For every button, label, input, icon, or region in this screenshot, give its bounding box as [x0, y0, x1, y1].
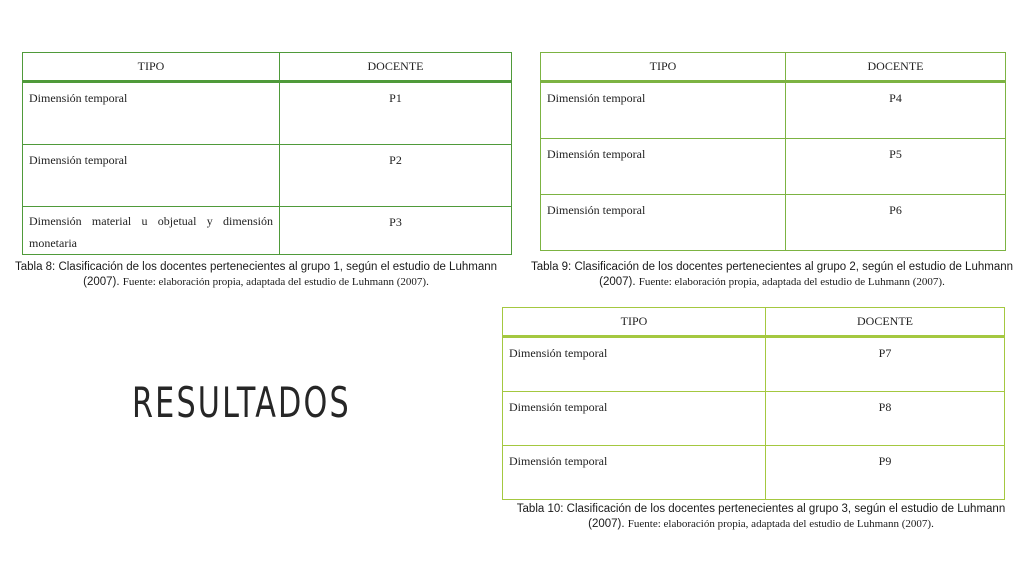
table-caption	[500, 502, 1022, 532]
cell-tipo: Dimensión temporal	[503, 337, 766, 392]
cell-docente: P2	[280, 145, 512, 207]
table-header-row	[541, 53, 1006, 82]
table-row	[23, 82, 512, 145]
table-grupo-3	[502, 307, 1005, 500]
caption-text: Tabla 10: Clasificación de los docentes pertenecientes al grupo 3, según el estudio de Luhmann (2007).	[516, 503, 1006, 530]
cell-docente: P3	[280, 207, 512, 255]
header-docente: DOCENTE	[280, 53, 512, 82]
header-docente: DOCENTE	[786, 53, 1006, 82]
cell-docente: P9	[766, 446, 1005, 500]
cell-docente: P5	[786, 139, 1006, 195]
cell-docente: P4	[786, 82, 1006, 139]
section-heading: RESULTADOS	[132, 378, 351, 427]
table-row	[541, 195, 1006, 251]
table-header-row	[503, 308, 1005, 337]
table-row	[503, 392, 1005, 446]
table-grupo-1	[22, 52, 512, 255]
header-tipo: TIPO	[541, 53, 786, 82]
caption-text: Tabla 9: Clasificación de los docentes pertenecientes al grupo 2, según el estudio de Luhmann (2007).	[530, 261, 1014, 288]
cell-tipo: Dimensión temporal	[541, 195, 786, 251]
caption-source: Fuente: elaboración propia, adaptada del estudio de Luhmann (2007).	[638, 276, 945, 288]
table-row	[503, 337, 1005, 392]
header-docente: DOCENTE	[766, 308, 1005, 337]
cell-tipo: Dimensión temporal	[23, 82, 280, 145]
cell-tipo: Dimensión temporal	[541, 139, 786, 195]
table-row	[23, 207, 512, 255]
cell-docente: P6	[786, 195, 1006, 251]
caption-text: Tabla 8: Clasificación de los docentes pertenecientes al grupo 1, según el estudio de Luhmann (2007).	[14, 261, 498, 288]
table-header-row	[23, 53, 512, 82]
cell-tipo	[23, 207, 280, 255]
table-row	[541, 139, 1006, 195]
cell-tipo: Dimensión temporal	[541, 82, 786, 139]
table-grupo-2	[540, 52, 1006, 251]
caption-source: Fuente: elaboración propia, adaptada del estudio de Luhmann (2007).	[122, 276, 429, 288]
cell-tipo: Dimensión temporal	[23, 145, 280, 207]
table-row	[23, 145, 512, 207]
cell-tipo-line1: Dimensión material u objetual y dimensión	[29, 214, 273, 228]
cell-docente: P7	[766, 337, 1005, 392]
header-tipo: TIPO	[503, 308, 766, 337]
table-row	[541, 82, 1006, 139]
cell-docente: P1	[280, 82, 512, 145]
cell-tipo: Dimensión temporal	[503, 446, 766, 500]
table-caption	[520, 260, 1024, 290]
cell-tipo: Dimensión temporal	[503, 392, 766, 446]
table-caption	[2, 260, 510, 290]
cell-tipo-line2: monetaria	[29, 236, 77, 250]
table-row	[503, 446, 1005, 500]
caption-source: Fuente: elaboración propia, adaptada del estudio de Luhmann (2007).	[627, 518, 934, 530]
header-tipo: TIPO	[23, 53, 280, 82]
cell-docente: P8	[766, 392, 1005, 446]
